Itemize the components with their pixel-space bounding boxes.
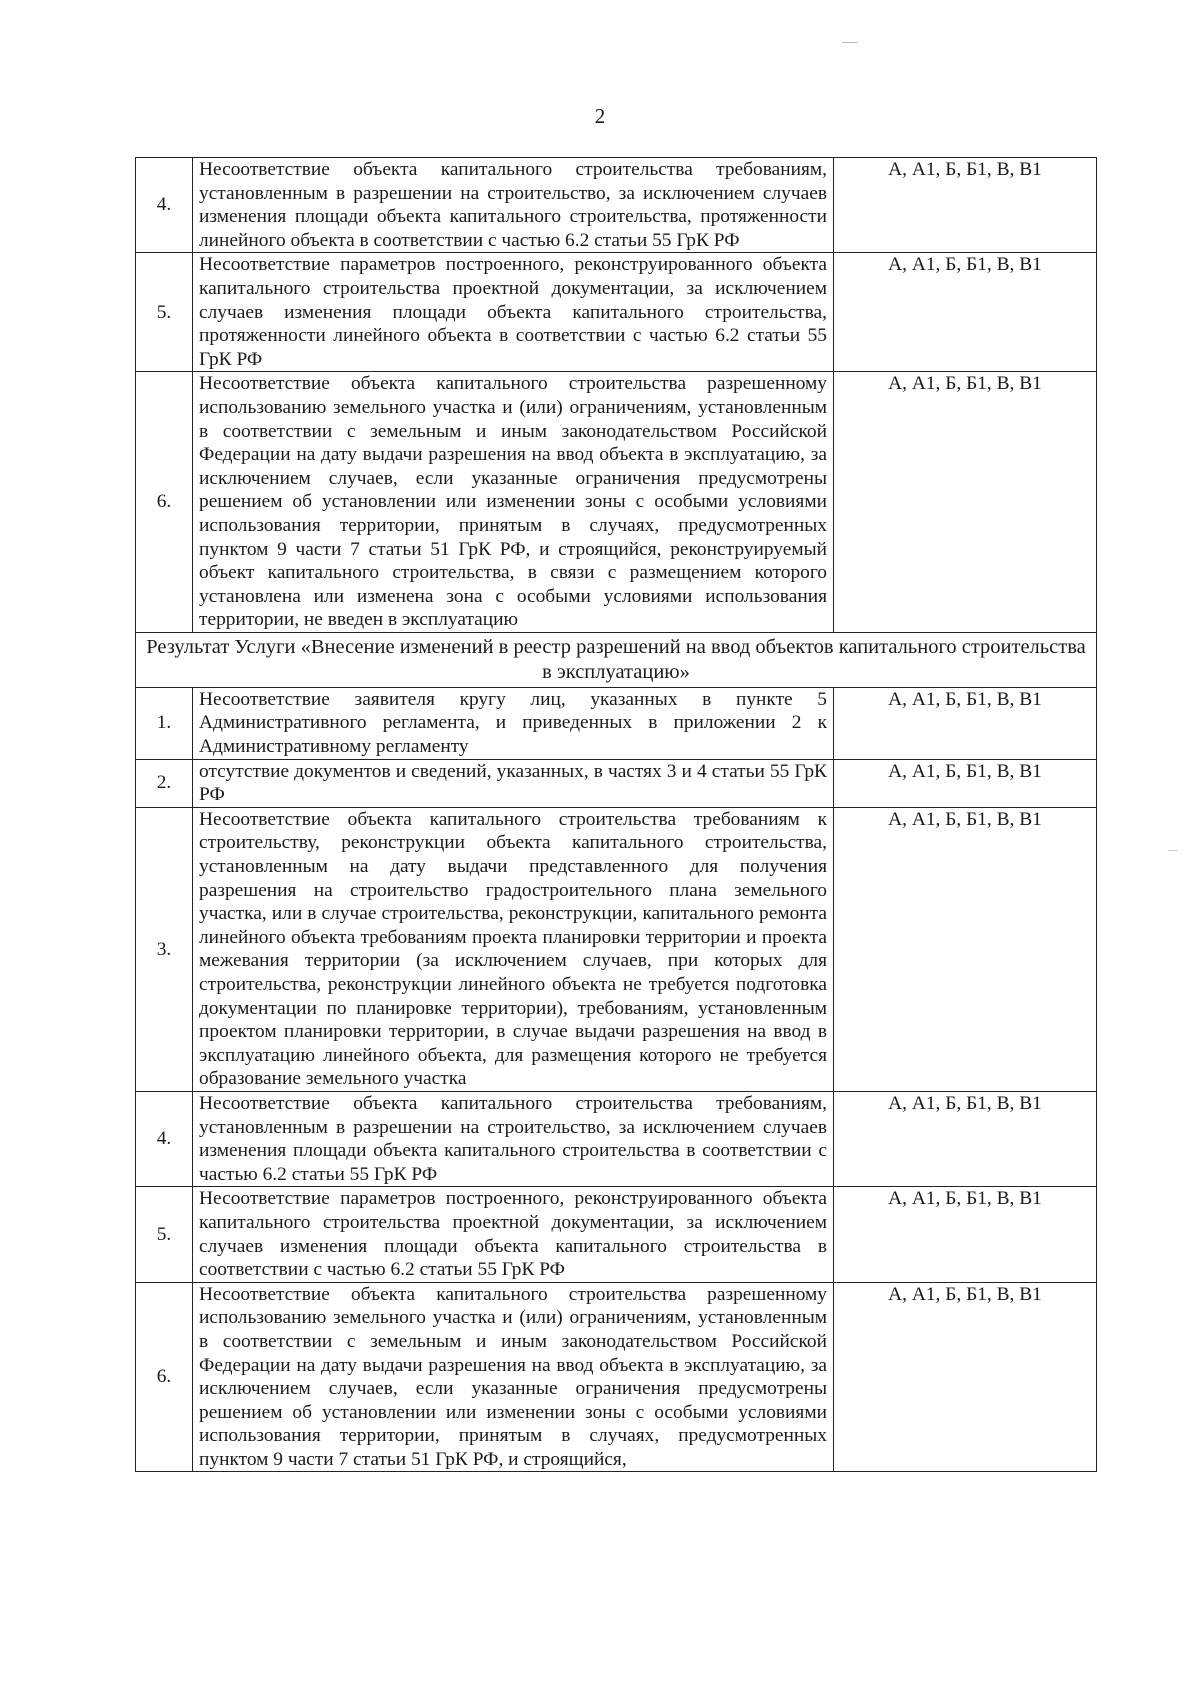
row-number: 6. [136, 372, 193, 633]
table-row [136, 1187, 1097, 1282]
table-row [136, 372, 1097, 633]
section-header-row [136, 632, 1097, 687]
row-description: отсутствие документов и сведений, указанных, в частях 3 и 4 статьи 55 ГрК РФ [193, 759, 834, 807]
row-description: Несоответствие параметров построенного, реконструированного объекта капитального строительства проектной документации, за исключением случаев изменения площади объекта капитального строительства, протяженности линейного объекта в соответствии с частью 6.2 статьи 55 ГрК РФ [193, 253, 834, 372]
row-number: 4. [136, 158, 193, 253]
row-description: Несоответствие объекта капитального строительства разрешенному использованию земельного участка и (или) ограничениям, установленным в соответствии с земельным и иным законодательством Российской Федерации на дату выдачи разрешения на ввод объекта в эксплуатацию, за исключением случаев, если указанные ограничения предусмотрены решением об установлении или изменении зоны с особыми условиями использования территории, принятым в случаях, предусмотренных пунктом 9 части 7 статьи 51 ГрК РФ, и строящийся, реконструируемый объект капитального строительства, в связи с размещением которого установлена или изменена зона с особыми условиями использования территории, не введен в эксплуатацию [193, 372, 834, 633]
row-description: Несоответствие объекта капитального строительства требованиям, установленным в разрешении на строительство, за исключением случаев изменения площади объекта капитального строительства, протяженности линейного объекта в соответствии с частью 6.2 статьи 55 ГрК РФ [193, 158, 834, 253]
table-row [136, 1282, 1097, 1472]
row-number: 6. [136, 1282, 193, 1472]
row-number: 3. [136, 807, 193, 1091]
row-codes: А, А1, Б, Б1, В, В1 [834, 372, 1097, 633]
table-row [136, 158, 1097, 253]
row-codes: А, А1, Б, Б1, В, В1 [834, 1091, 1097, 1186]
row-description: Несоответствие заявителя кругу лиц, указанных в пункте 5 Административного регламента, и приведенных в приложении 2 к Административному регламенту [193, 687, 834, 759]
row-codes: А, А1, Б, Б1, В, В1 [834, 687, 1097, 759]
row-codes: А, А1, Б, Б1, В, В1 [834, 1282, 1097, 1472]
row-codes: А, А1, Б, Б1, В, В1 [834, 807, 1097, 1091]
scan-artifact [842, 42, 858, 43]
table-row [136, 1091, 1097, 1186]
row-number: 4. [136, 1091, 193, 1186]
row-codes: А, А1, Б, Б1, В, В1 [834, 158, 1097, 253]
grounds-table [135, 157, 1097, 1472]
row-description: Несоответствие параметров построенного, реконструированного объекта капитального строительства проектной документации, за исключением случаев изменения площади объекта капитального строительства в соответствии с частью 6.2 статьи 55 ГрК РФ [193, 1187, 834, 1282]
table-row [136, 253, 1097, 372]
row-description: Несоответствие объекта капитального строительства требованиям к строительству, реконструкции объекта капитального строительства, установленным на дату выдачи представленного для получения разрешения на строительство градостроительного плана земельного участка, или в случае строительства, реконструкции, капитального ремонта линейного объекта требованиям проекта планировки территории и проекта межевания территории (за исключением случаев, при которых для строительства, реконструкции линейного объекта не требуется подготовка документации по планировке территории), требованиям, установленным проектом планировки территории, в случае выдачи разрешения на ввод в эксплуатацию линейного объекта, для размещения которого не требуется образование земельного участка [193, 807, 834, 1091]
row-number: 2. [136, 759, 193, 807]
row-description: Несоответствие объекта капитального строительства требованиям, установленным в разрешении на строительство, за исключением случаев изменения площади объекта капитального строительства в соответствии с частью 6.2 статьи 55 ГрК РФ [193, 1091, 834, 1186]
table-row [136, 759, 1097, 807]
section-title: Результат Услуги «Внесение изменений в реестр разрешений на ввод объектов капитального строительства в эксплуатацию» [136, 632, 1097, 687]
row-number: 5. [136, 1187, 193, 1282]
row-number: 5. [136, 253, 193, 372]
scan-artifact [1168, 850, 1178, 851]
row-number: 1. [136, 687, 193, 759]
row-description: Несоответствие объекта капитального строительства разрешенному использованию земельного участка и (или) ограничениям, установленным в соответствии с земельным и иным законодательством Российской Федерации на дату выдачи разрешения на ввод объекта в эксплуатацию, за исключением случаев, если указанные ограничения предусмотрены решением об установлении или изменении зоны с особыми условиями использования территории, принятым в случаях, предусмотренных пунктом 9 части 7 статьи 51 ГрК РФ, и строящийся, [193, 1282, 834, 1472]
page-number: 2 [594, 104, 606, 128]
table-row [136, 687, 1097, 759]
table-row [136, 807, 1097, 1091]
row-codes: А, А1, Б, Б1, В, В1 [834, 1187, 1097, 1282]
row-codes: А, А1, Б, Б1, В, В1 [834, 253, 1097, 372]
row-codes: А, А1, Б, Б1, В, В1 [834, 759, 1097, 807]
